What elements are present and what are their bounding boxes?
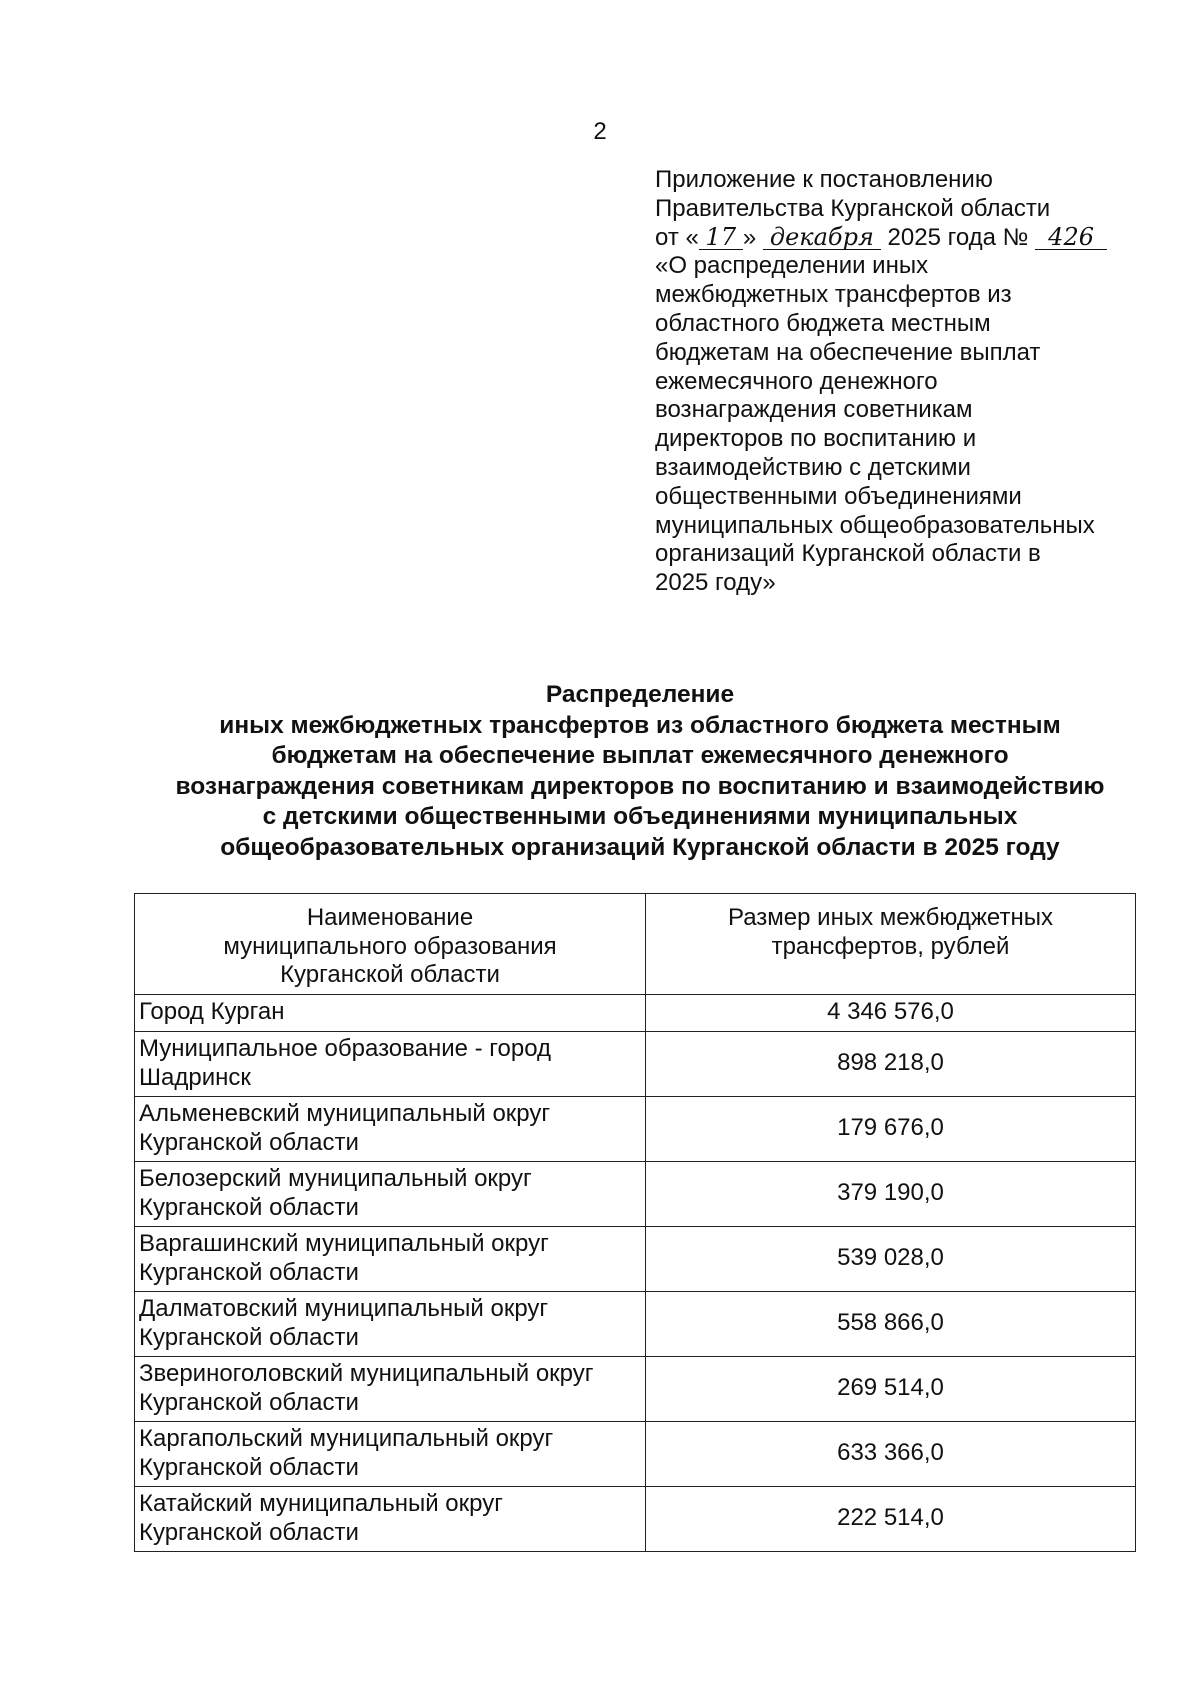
table-row	[135, 1356, 1136, 1421]
name-line: Далматовский муниципальный округ	[139, 1295, 549, 1322]
name-line: Катайский муниципальный округ	[139, 1490, 503, 1517]
name-line: Альменевский муниципальный округ	[139, 1100, 551, 1127]
appendix-line: Правительства Курганской области	[655, 194, 1051, 222]
name-line: Курганской области	[139, 1453, 359, 1481]
transfer-amount: 539 028,0	[646, 1226, 1136, 1291]
transfer-amount: 179 676,0	[646, 1096, 1136, 1161]
name-line: Курганской области	[139, 1518, 359, 1546]
appendix-subject	[655, 252, 1175, 598]
transfer-amount: 4 346 576,0	[646, 994, 1136, 1031]
subject-line: бюджетам на обеспечение выплат	[655, 338, 1041, 366]
header-municipality	[135, 894, 646, 995]
subject-line: организаций Курганской области в	[655, 540, 1041, 568]
municipality-name	[135, 994, 646, 1031]
document-title	[0, 680, 1200, 864]
table-row	[135, 1291, 1136, 1356]
handwritten-day: 17	[699, 225, 743, 250]
subject-line: «О распределении иных	[655, 252, 929, 280]
transfer-amount: 633 366,0	[646, 1421, 1136, 1486]
municipality-name	[135, 1356, 646, 1421]
title-line: бюджетам на обеспечение выплат ежемесячного денежного	[271, 742, 1009, 770]
name-line: Муниципальное образование - город	[139, 1035, 552, 1062]
name-line: Курганской области	[139, 1128, 359, 1156]
subject-line: 2025 году»	[655, 569, 776, 597]
header-line: Размер иных межбюджетных	[728, 904, 1053, 931]
municipality-name	[135, 1031, 646, 1096]
municipality-name	[135, 1161, 646, 1226]
name-line: Звериноголовский муниципальный округ	[139, 1360, 594, 1387]
appendix-line: Приложение к постановлению	[655, 166, 993, 193]
distribution-table	[134, 893, 1136, 1552]
header-line: Наименование	[306, 904, 474, 931]
transfer-amount: 379 190,0	[646, 1161, 1136, 1226]
table-header-row	[135, 894, 1136, 995]
transfer-amount: 222 514,0	[646, 1486, 1136, 1551]
name-line: Каргапольский муниципальный округ	[139, 1425, 554, 1452]
subject-line: межбюджетных трансфертов из	[655, 281, 1012, 309]
date-mid: »	[742, 223, 757, 251]
title-line: вознаграждения советникам директоров по воспитанию и взаимодействию	[175, 772, 1105, 800]
header-line: Курганской области	[280, 961, 500, 988]
title-line: иных межбюджетных трансфертов из областного бюджета местным	[219, 711, 1061, 739]
subject-line: взаимодействию с детскими	[655, 453, 971, 481]
transfer-amount: 898 218,0	[646, 1031, 1136, 1096]
name-line: Белозерский муниципальный округ	[139, 1165, 532, 1192]
header-line: муниципального образования	[223, 932, 557, 960]
subject-line: ежемесячного денежного	[655, 367, 938, 395]
name-line: Город Курган	[139, 998, 285, 1026]
table-row	[135, 994, 1136, 1031]
table-row	[135, 1486, 1136, 1551]
handwritten-doc-number: 426	[1035, 225, 1107, 250]
name-line: Курганской области	[139, 1193, 359, 1221]
date-year: 2025 года №	[887, 223, 1029, 251]
table-row	[135, 1096, 1136, 1161]
subject-line: общественными объединениями	[655, 482, 1022, 510]
table-row	[135, 1421, 1136, 1486]
title-line: с детскими общественными объединениями муниципальных	[262, 803, 1018, 831]
appendix-date-line	[655, 224, 1175, 253]
appendix-block	[655, 166, 1175, 598]
transfer-amount: 269 514,0	[646, 1356, 1136, 1421]
header-amount	[646, 894, 1136, 995]
municipality-name	[135, 1486, 646, 1551]
subject-line: директоров по воспитанию и	[655, 425, 977, 453]
page-number: 2	[593, 118, 607, 145]
name-line: Курганской области	[139, 1388, 359, 1416]
table-row	[135, 1226, 1136, 1291]
subject-line: областного бюджета местным	[655, 309, 991, 337]
name-line: Курганской области	[139, 1258, 359, 1286]
subject-line: муниципальных общеобразовательных	[655, 511, 1095, 539]
name-line: Курганской области	[139, 1323, 359, 1351]
transfer-amount: 558 866,0	[646, 1291, 1136, 1356]
title-line: Распределение	[545, 681, 735, 708]
table-row	[135, 1161, 1136, 1226]
handwritten-month: декабря	[763, 225, 881, 250]
name-line: Шадринск	[139, 1063, 251, 1091]
title-line: общеобразовательных организаций Курганской области в 2025 году	[220, 833, 1060, 861]
subject-line: вознаграждения советникам	[655, 396, 973, 424]
header-line: трансфертов, рублей	[771, 932, 1010, 960]
municipality-name	[135, 1096, 646, 1161]
municipality-name	[135, 1291, 646, 1356]
name-line: Варгашинский муниципальный округ	[139, 1230, 549, 1257]
date-prefix: от «	[655, 223, 699, 251]
table-row	[135, 1031, 1136, 1096]
municipality-name	[135, 1421, 646, 1486]
municipality-name	[135, 1226, 646, 1291]
